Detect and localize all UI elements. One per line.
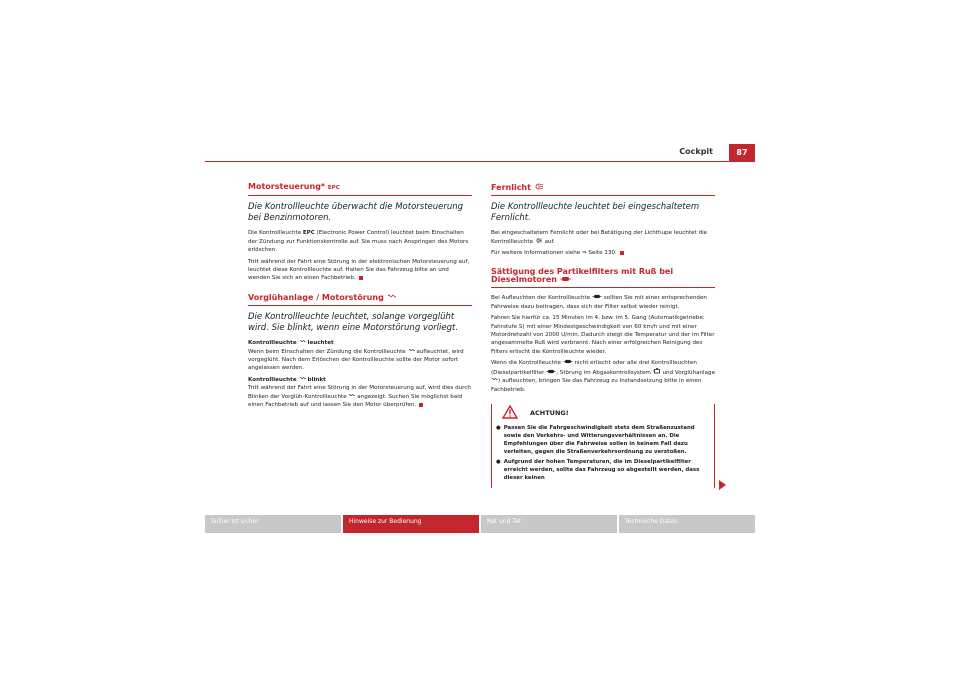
particle-filter-icon	[546, 369, 556, 374]
footer-tab-rat[interactable]: Rat und Tat	[481, 515, 617, 533]
section-subtitle: Die Kontrollleuchte überwacht die Motorsteuerung bei Benzinmotoren.	[248, 202, 464, 223]
particle-filter-icon	[563, 359, 573, 364]
continue-arrow-icon	[719, 480, 726, 490]
paragraph: Bei eingeschaltetem Fernlicht oder bei Betätigung der Lichthupe leuchtet die Kontrollleuchte auf.	[491, 230, 708, 245]
paragraph: Wenn beim Einschalten der Zündung die Kontrollleuchte aufleuchtet, wird vorgeglüht. Nach dem Erlöschen der Kontrollleuchte sollte der Motor sofort angelassen werden.	[248, 348, 464, 372]
warning-header	[492, 404, 714, 422]
warning-box	[491, 404, 715, 488]
section-title: Motorsteuerung* EPC	[248, 183, 472, 196]
section-title: Sättigung des Partikelfilters mit Ruß bei Dieselmotoren	[491, 268, 715, 289]
end-marker-icon	[620, 251, 624, 255]
section-subtitle: Die Kontrollleuchte leuchtet, solange vorgeglüht wird. Sie blinkt, wenn eine Motorstörung vorliegt.	[248, 312, 459, 333]
glow-plug-icon	[387, 293, 396, 300]
paragraph	[491, 249, 715, 257]
glow-plug-icon	[299, 339, 306, 344]
section-partikelfilter	[491, 268, 715, 394]
warning-title: ACHTUNG!	[530, 408, 569, 417]
left-column	[248, 183, 472, 420]
list-item: ● Aufgrund der hohen Temperaturen, die im Dieselpartikelfilter erreicht werden, sollte das Fahrzeug so abgestellt werden, dass dieser keinen	[496, 458, 700, 481]
section-title: Vorglühanlage / Motorstörung	[248, 293, 472, 306]
bullet-icon: ●	[496, 458, 501, 465]
epc-icon: EPC	[302, 230, 315, 237]
epc-icon: EPC	[327, 185, 340, 191]
warning-triangle-icon	[502, 405, 518, 419]
page-reference-link[interactable]: Für weitere Informationen siehe ⇒ Seite 130.	[491, 250, 617, 257]
section-motorsteuerung	[248, 183, 472, 283]
paragraph: Wenn die Kontrollleuchte nicht erlischt oder alle drei Kontrollleuchten (Dieselpartikelfilter , Störung im Abgaskontrollsystem und Vorglühanlage ) aufleuchten, bringen Sie das Fahrzeug zu Instandsetzung bitte in einen Fachbetrieb.	[491, 360, 716, 393]
paragraph: Fahren Sie hierfür ca. 15 Minuten im 4. bzw. im 5. Gang (Automatikgetriebe: Fahrstufe S) mit einer Mindestgeschwindigkeit von 60 km/h und mit einer Motordrehzahl von 2000 U/min. Dadurch steigt die Temperatur und der im Filter angesammelte Ruß wird verbrannt. Nach einer erfolgreichen Reinigung des Filters erlischt die Kontrollleuchte wieder.	[491, 315, 715, 355]
section-subtitle: Die Kontrollleuchte leuchtet bei eingeschaltetem Fernlicht.	[491, 202, 700, 223]
footer-nav	[205, 515, 755, 533]
chapter-title: Cockpit	[679, 147, 713, 156]
right-column	[491, 183, 715, 488]
paragraph: Tritt während der Fahrt eine Störung in der elektronischen Motorsteuerung auf, leuchtet diese Kontrollleuchte auf. Halten Sie das Fahrzeug bitte an und wenden Sie sich an einen Fachbetrieb.	[248, 258, 470, 282]
particle-filter-icon	[592, 294, 602, 299]
engine-check-icon	[653, 368, 661, 374]
subheading: Kontrollleuchte leuchtet	[248, 340, 334, 347]
end-marker-icon	[419, 403, 423, 407]
paragraph: Bei Aufleuchten der Kontrollleuchte sollten Sie mit einer entsprechenden Fahrweise dazu beitragen, dass sich der Filter selbst wieder reinigt.	[491, 295, 707, 310]
particle-filter-icon	[560, 276, 571, 282]
footer-tab-hinweise[interactable]: Hinweise zur Bedienung	[343, 515, 479, 533]
list-item: ● Passen Sie die Fahrgeschwindigkeit stets dem Straßenzustand sowie den Verkehrs- und Witterungsverhältnissen an. Die Empfehlungen über die Fahrweise sollen in keinem Fall dazu verleiten, gegen die Straßenverkehrsordnung zu verstoßen.	[496, 424, 695, 455]
high-beam-icon	[534, 183, 544, 190]
glow-plug-icon	[348, 393, 355, 398]
paragraph: Die Kontrollleuchte EPC (Electronic Power Control) leuchtet beim Einschalten der Zündung zur Funktionskontrolle auf. Sie muss nach Anspringen des Motors erlöschen.	[248, 230, 469, 254]
footer-tab-technische[interactable]: Technische Daten	[619, 515, 755, 533]
warning-body	[492, 422, 714, 488]
section-vorgluehanlage	[248, 293, 472, 410]
end-marker-icon	[359, 276, 363, 280]
page-number: 87	[729, 144, 755, 161]
footer-tab-sicher[interactable]: Sicher ist sicher	[205, 515, 341, 533]
glow-plug-icon	[299, 376, 306, 381]
glow-plug-icon	[408, 348, 415, 353]
subheading: Kontrollleuchte blinkt	[248, 376, 326, 383]
paragraph: Tritt während der Fahrt eine Störung in der Motorsteuerung auf, wird dies durch Blinken der Vorglüh-Kontrollleuchte angezeigt. Suchen Sie möglichst bald einen Fachbetrieb auf und lassen Sie den Motor überprüfen.	[248, 385, 471, 409]
section-fernlicht	[491, 183, 715, 258]
bullet-icon: ●	[496, 424, 501, 431]
glow-plug-icon	[491, 377, 498, 382]
page-header	[205, 145, 755, 162]
high-beam-icon	[535, 238, 543, 243]
section-title: Fernlicht	[491, 183, 715, 196]
